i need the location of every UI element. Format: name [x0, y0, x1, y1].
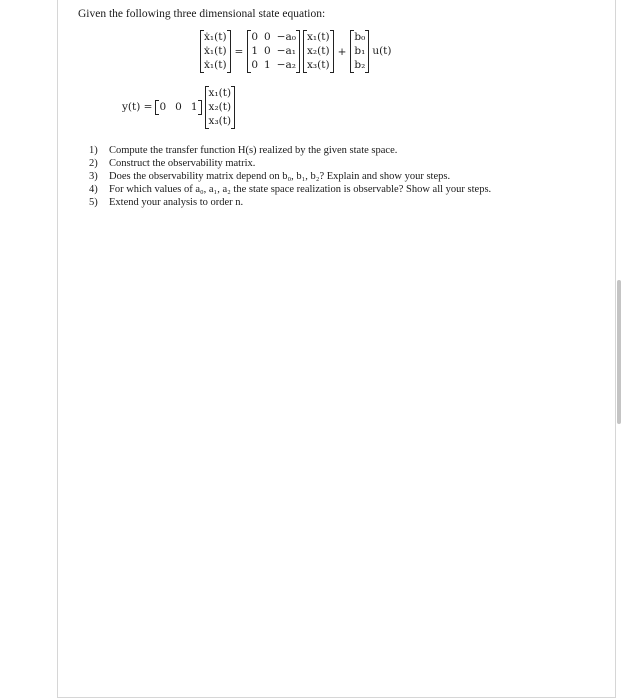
question-number: 2): [89, 158, 98, 169]
matrix-cell: −a₂: [276, 59, 297, 71]
scrollbar-thumb[interactable]: [617, 280, 621, 424]
matrix-cell: x₁(t): [208, 87, 232, 99]
equals-sign: =: [234, 45, 244, 58]
list-item: [89, 183, 539, 196]
state-vector: [303, 30, 334, 73]
a-matrix: [247, 30, 300, 73]
matrix-cell: x₂(t): [307, 45, 330, 57]
matrix-cell: 0: [159, 101, 167, 113]
question-number: 5): [89, 197, 98, 208]
matrix-cell: x₂(t): [208, 101, 232, 113]
matrix-cell: b₁: [354, 45, 366, 57]
list-item: [89, 170, 539, 183]
question-number: 3): [89, 171, 98, 182]
matrix-cell: 0: [264, 45, 271, 57]
matrix-cell: x₃(t): [307, 59, 330, 71]
input-signal: u(t): [372, 45, 392, 57]
c-matrix: [155, 100, 201, 115]
state-equation: [200, 30, 392, 73]
question-text: Compute the transfer function H(s) realized by the given state space.: [109, 145, 398, 156]
matrix-cell: 1: [264, 59, 271, 71]
question-text: Extend your analysis to order n.: [109, 197, 244, 208]
question-number: 4): [89, 184, 98, 195]
matrix-cell: ẋ₁(t): [204, 31, 227, 43]
question-text: For which values of a₀, a₁, a₂ the state space realization is observable? Show all your steps.: [109, 184, 492, 195]
matrix-cell: 0: [251, 59, 259, 71]
matrix-cell: 0: [264, 31, 271, 43]
matrix-cell: b₂: [354, 59, 366, 71]
question-number: 1): [89, 145, 98, 156]
matrix-cell: ẋ₁(t): [204, 59, 227, 71]
question-text: Does the observability matrix depend on b₀, b₁, b₂? Explain and show your steps.: [109, 171, 451, 182]
list-item: [89, 196, 539, 209]
intro-text: Given the following three dimensional state equation:: [78, 8, 326, 20]
matrix-cell: 0: [175, 101, 182, 113]
output-equation: [122, 86, 235, 129]
question-list: [89, 144, 539, 209]
b-vector: [350, 30, 369, 73]
matrix-cell: −a₀: [276, 31, 297, 43]
matrix-cell: x₃(t): [208, 115, 232, 127]
output-lhs: y(t) =: [122, 101, 153, 113]
state-derivative-vector: [200, 30, 231, 73]
matrix-cell: 1: [190, 101, 198, 113]
matrix-cell: x₁(t): [307, 31, 330, 43]
matrix-cell: b₀: [354, 31, 366, 43]
matrix-cell: 0: [251, 31, 259, 43]
list-item: [89, 144, 539, 157]
question-text: Construct the observability matrix.: [109, 158, 256, 169]
plus-sign: +: [337, 45, 347, 58]
matrix-cell: −a₁: [276, 45, 297, 57]
output-state-vector: [205, 86, 236, 129]
list-item: [89, 157, 539, 170]
matrix-cell: ẋ₁(t): [204, 45, 227, 57]
matrix-cell: 1: [251, 45, 259, 57]
